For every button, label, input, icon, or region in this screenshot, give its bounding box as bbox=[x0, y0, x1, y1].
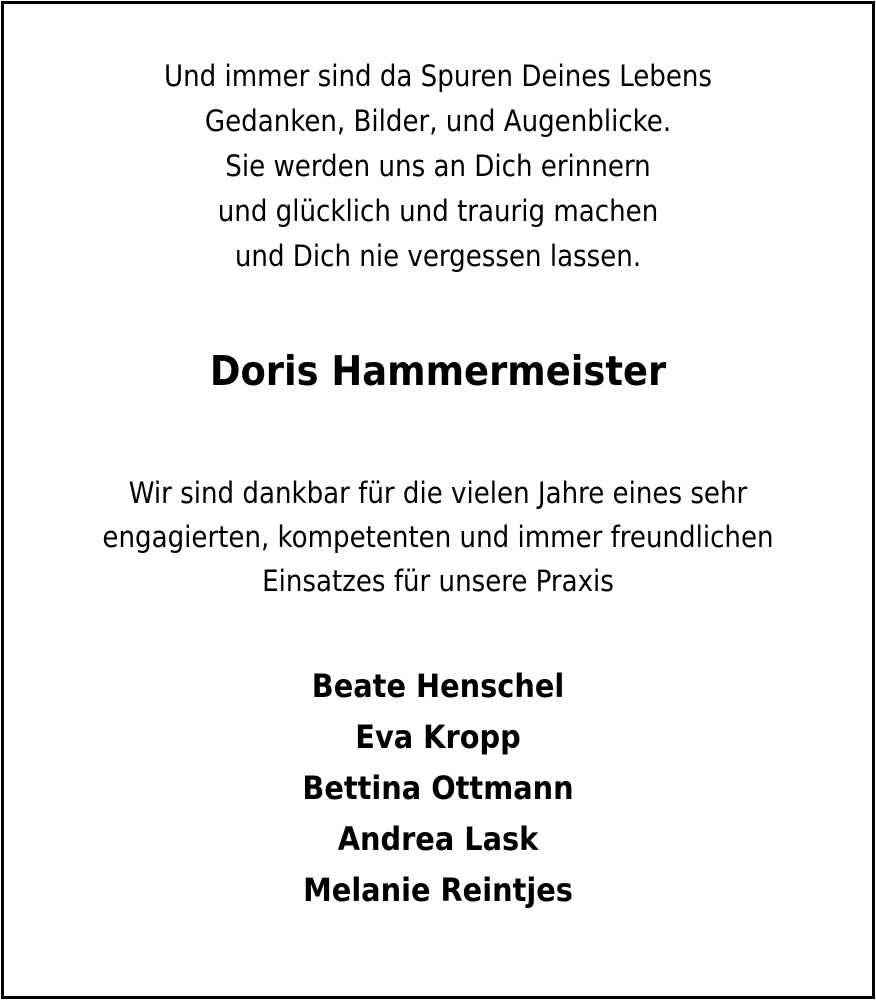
poem-line: Und immer sind da Spuren Deines Lebens bbox=[163, 59, 713, 93]
poem-line: und glücklich und traurig machen bbox=[217, 194, 659, 228]
signer-name: Melanie Reintjes bbox=[303, 871, 573, 909]
tribute-line: Wir sind dankbar für die vielen Jahre eines sehr bbox=[128, 476, 748, 510]
signers-list bbox=[4, 661, 872, 916]
memorial-poem bbox=[4, 54, 872, 279]
obituary-notice bbox=[1, 1, 875, 999]
poem-line: Sie werden uns an Dich erinnern bbox=[225, 149, 651, 183]
tribute-text bbox=[4, 471, 872, 603]
poem-line: und Dich nie vergessen lassen. bbox=[234, 239, 642, 273]
tribute-line: Einsatzes für unsere Praxis bbox=[262, 564, 614, 598]
signer-name: Andrea Lask bbox=[337, 820, 539, 858]
signer-name: Bettina Ottmann bbox=[302, 769, 574, 807]
poem-line: Gedanken, Bilder, und Augenblicke. bbox=[204, 104, 672, 138]
tribute-line: engagierten, kompetenten und immer freundlichen bbox=[102, 520, 774, 554]
signer-name: Beate Henschel bbox=[311, 667, 565, 705]
signer-name: Eva Kropp bbox=[355, 718, 521, 756]
deceased-name: Doris Hammermeister bbox=[209, 347, 667, 395]
